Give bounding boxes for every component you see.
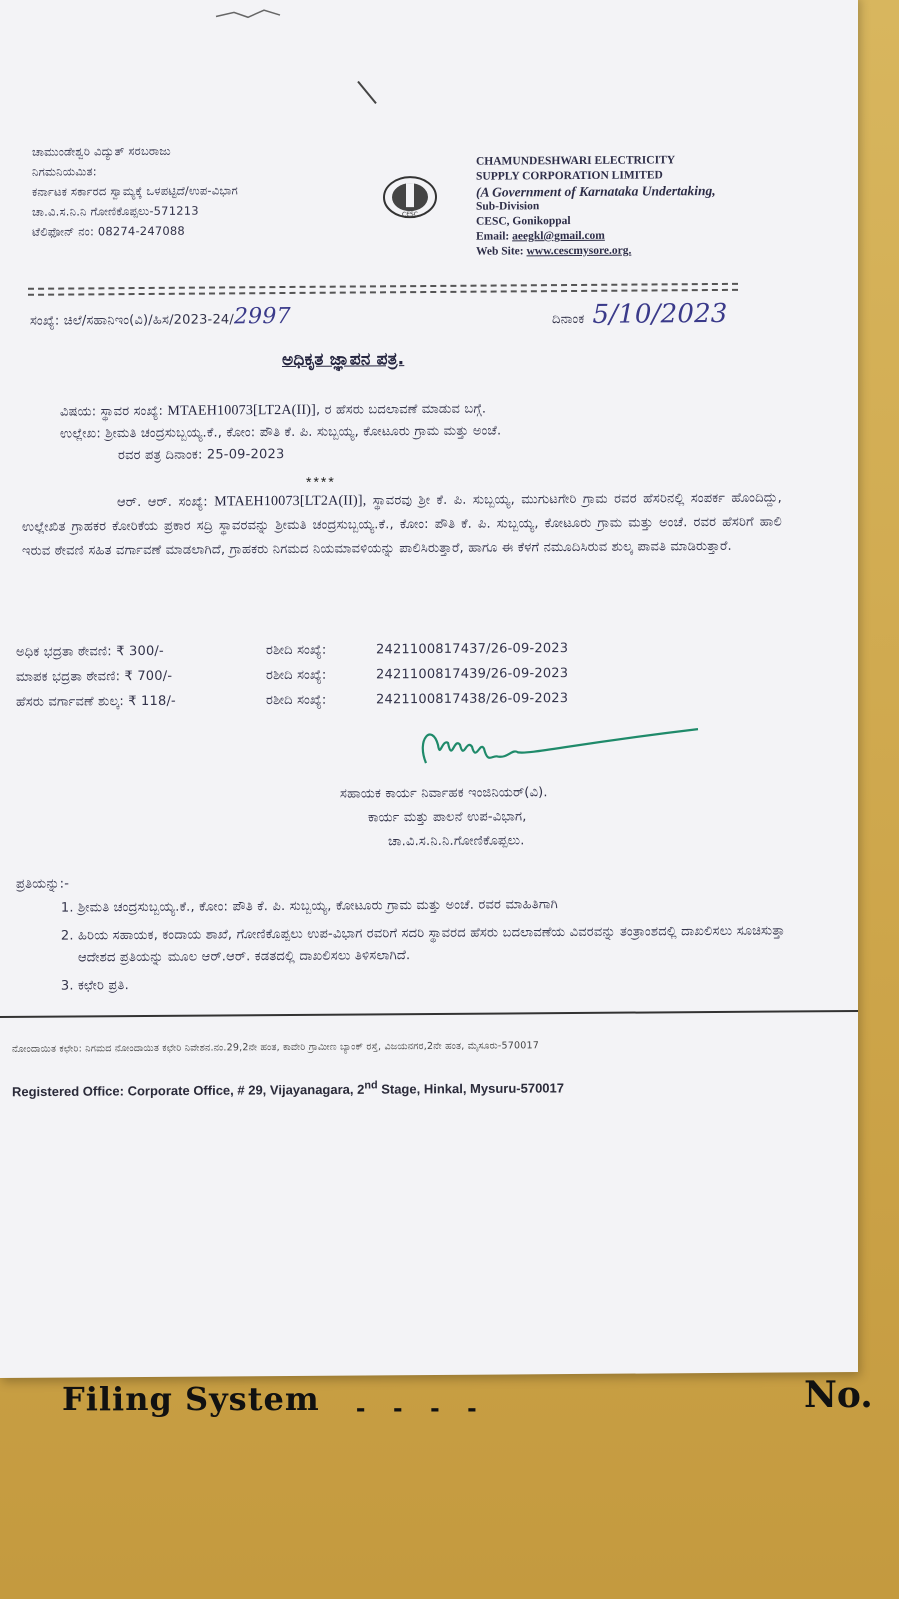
- reference-line-text: ಶ್ರೀಮತಿ ಚಂದ್ರಸುಬ್ಬಯ್ಯ.ಕೆ., ಕೋಂ: ಪೌತಿ ಕೆ. ಪಿ. ಸುಬ್ಬಯ್ಯ, ಕೋಟೂರು ಗ್ರಾಮ ಮತ್ತು ಅಂಚೆ.: [105, 423, 502, 442]
- reference-number: [30, 304, 291, 331]
- header-kannada-line: ನಿಗಮನಿಯಮಿತ:: [32, 164, 97, 179]
- installation-code: MTAEH10073[LT2A(II)]: [167, 402, 316, 419]
- fees-list: [16, 636, 568, 715]
- signer-office: ಚಾ.ವಿ.ಸ.ನಿ.ನಿ.ಗೋಣಿಕೊಪ್ಪಲು.: [388, 833, 525, 850]
- body-installation-code: MTAEH10073[LT2A(II)],: [214, 493, 367, 510]
- subject-label: ವಿಷಯ:: [60, 404, 97, 420]
- folder-dashes: - - - -: [356, 1392, 487, 1423]
- website-line: [476, 243, 716, 260]
- copy-item: 2. ಹಿರಿಯ ಸಹಾಯಕ, ಕಂದಾಯ ಶಾಖೆ, ಗೋಣಿಕೊಪ್ಪಲು ಉಪ-ವಿಭಾಗ ರವರಿಗೆ ಸದರಿ ಸ್ಥಾವರದ ಹೆಸರು ಬದಲಾವಣೆಯ ವಿವರವನ್ನು ತಂತ್ರಾಂಶದಲ್ಲಿ ದಾಖಲಿಸಲು ಸೂಚಿಸುತ್ತಾ ಆದೇಶದ ಪ್ರತಿಯನ್ನು ಮೂಲ ಆರ್.ಆರ್. ಕಡತದಲ್ಲಿ ದಾಖಲಿಸಲು ತಿಳಿಸಲಾಗಿದೆ.: [78, 920, 796, 969]
- email-label: Email:: [476, 230, 510, 243]
- header-kannada-line: ಕರ್ನಾಟಕ ಸರ್ಕಾರದ ಸ್ವಾಮ್ಯಕ್ಕೆ ಒಳಪಟ್ಟಿದೆ/ಉಪ-ವಿಭಾಗ: [32, 183, 238, 199]
- reference-line: [60, 420, 501, 445]
- fee-row: [16, 636, 568, 665]
- footer-kannada-address: ನೋಂದಾಯಿತ ಕಛೇರಿ: ನಿಗಮದ ನೋಂದಾಯಿತ ಕಛೇರಿ ನಿವೇಶನ.ನಂ.29,2ನೇ ಹಂತ, ಕಾವೇರಿ ಗ್ರಾಮೀಣ ಬ್ಯಾಂಕ್ ರಸ್ತೆ, ವಿಜಯನಗರ,2ನೇ ಹಂತ, ಮೈಸೂರು-570017: [12, 1040, 539, 1055]
- date-block: [552, 299, 728, 330]
- header-kannada-line: ಚಾಮುಂಡೇಶ್ವರಿ ವಿದ್ಯುತ್ ಸರಬರಾಜು: [32, 143, 171, 159]
- fee-label: ಮಾಪಕ ಭದ್ರತಾ ಠೇವಣಿ: ₹ 700/-: [16, 668, 173, 685]
- receipt-label: ರಶೀದಿ ಸಂಖ್ಯೆ:: [266, 692, 327, 709]
- government-undertaking: (A Government of Karnataka Undertaking,: [476, 183, 716, 200]
- page-title: ಅಧಿಕೃತ ಜ್ಞಾಪನ ಪತ್ರ.: [282, 349, 405, 371]
- body-pre: ಆರ್. ಆರ್. ಸಂಖ್ಯೆ:: [117, 494, 208, 511]
- folder-no-label: No.: [804, 1374, 873, 1416]
- body-text: ಸ್ಥಾವರವು ಶ್ರೀ ಕೆ. ಪಿ. ಸುಬ್ಬಯ್ಯ, ಮುಗುಟಗೇರಿ ಗ್ರಾಮ ರವರ ಹೆಸರಿನಲ್ಲಿ ಸಂಪರ್ಕ ಹೊಂದಿದ್ದು, ಉಲ್ಲೇಖಿತ ಗ್ರಾಹಕರ ಕೋರಿಕೆಯ ಪ್ರಕಾರ ಸದ್ರಿ ಸ್ಥಾವರವನ್ನು ಶ್ರೀಮತಿ ಚಂದ್ರಸುಬ್ಬಯ್ಯ.ಕೆ., ಕೋಂ: ಪೌತಿ ಕೆ. ಪಿ. ಸುಬ್ಬಯ್ಯ, ಕೋಟೂರು ಗ್ರಾಮ ಮತ್ತು ಅಂಚೆ. ರವರ ಹೆಸರಿಗೆ ಹಾಲಿ ಇರುವ ಠೇವಣಿ ಸಹಿತ ವರ್ಗಾವಣೆ ಮಾಡಲಾಗಿದೆ, ಗ್ರಾಹಕರು ನಿಗಮದ ನಿಯಮಾವಳಿಯನ್ನು ಪಾಲಿಸಿರುತ್ತಾರೆ, ಹಾಗೂ ಈ ಕೆಳಗೆ ನಮೂದಿಸಿರುವ ಶುಲ್ಕ ಪಾವತಿ ಮಾಡಿರುತ್ತಾರೆ.: [22, 490, 782, 559]
- copies-heading: ಪ್ರತಿಯನ್ನು:-: [16, 876, 70, 892]
- company-name-line1: CHAMUNDESHWARI ELECTRICITY: [476, 154, 676, 168]
- subdivision-place: CESC, Gonikoppal: [476, 215, 571, 228]
- copies-block: [16, 868, 796, 1003]
- receipt-label: ರಶೀದಿ ಸಂಖ್ಯೆ:: [266, 667, 327, 684]
- cesc-logo: [382, 175, 438, 219]
- subdivision-label: Sub-Division: [476, 200, 540, 213]
- footer-rule: [0, 1010, 858, 1018]
- divider-dashed: [28, 289, 738, 296]
- reference-line-label: ಉಲ್ಲೇಖ:: [60, 426, 101, 442]
- ink-mark-top: [214, 6, 284, 20]
- date-handwritten: 5/10/2023: [592, 298, 728, 330]
- signer-designation: ಸಹಾಯಕ ಕಾರ್ಯ ನಿರ್ವಾಹಕ ಇಂಜಿನಿಯರ್(ವಿ).: [340, 785, 548, 802]
- receipt-number: 2421100817437/26-09-2023: [376, 641, 569, 658]
- copy-item: 3. ಕಛೇರಿ ಪ್ರತಿ.: [78, 970, 796, 997]
- header-english: [476, 153, 716, 260]
- signer-block: [340, 781, 548, 854]
- subject-block: [60, 398, 501, 467]
- header-kannada-line: ಟೆಲಿಫೋನ್ ನಂ: 08274-247088: [32, 223, 185, 239]
- receipt-label: ರಶೀದಿ ಸಂಖ್ಯೆ:: [266, 642, 327, 659]
- company-name-line2: SUPPLY CORPORATION LIMITED: [476, 169, 663, 183]
- header-kannada: [32, 140, 238, 241]
- fee-row: [16, 686, 568, 715]
- footer-english-post: Stage, Hinkal, Mysuru-570017: [377, 1080, 564, 1097]
- subject-text-post: , ರ ಹೆಸರು ಬದಲಾವಣೆ ಮಾಡುವ ಬಗ್ಗೆ.: [315, 401, 487, 418]
- website-link[interactable]: www.cescmysore.org.: [526, 244, 632, 258]
- footer-english-address: [12, 1078, 564, 1099]
- receipt-number: 2421100817438/26-09-2023: [376, 691, 569, 708]
- receipt-number: 2421100817439/26-09-2023: [376, 666, 569, 683]
- signature: [412, 717, 702, 785]
- reference-line-date: ರವರ ಪತ್ರ ದಿನಾಂಕ: 25-09-2023: [118, 447, 285, 464]
- fee-label: ಹೆಸರು ವರ್ಗಾವಣೆ ಶುಲ್ಕ: ₹ 118/-: [16, 693, 176, 710]
- folder-filing-label: Filing System: [62, 1380, 320, 1418]
- body-paragraph: [22, 487, 782, 564]
- pen-scribble: [356, 79, 378, 105]
- copies-list: [16, 892, 796, 997]
- subject-line: [60, 398, 501, 423]
- footer-english-pre: Registered Office: Corporate Office, # 29, Vijayanagara, 2: [12, 1081, 365, 1100]
- fee-row: [16, 661, 568, 690]
- fee-label: ಅಧಿಕ ಭದ್ರತಾ ಠೇವಣಿ: ₹ 300/-: [16, 643, 164, 660]
- reference-handwritten-number: 2997: [233, 303, 291, 330]
- logo-label: CESC: [402, 211, 418, 219]
- email-line: [476, 228, 716, 245]
- date-label: ದಿನಾಂಕ: [552, 311, 585, 328]
- website-label: Web Site:: [476, 245, 524, 258]
- reference-label: ಸಂಖ್ಯೆ: ಚಿಲೆ/ಸಹಾನಿಇಂ(ವಿ)/ಹಿಸ/2023-24/: [30, 312, 234, 329]
- footer-english-sup: nd: [364, 1079, 378, 1092]
- header-kannada-line: ಚಾ.ವಿ.ಸ.ನಿ.ನಿ ಗೋಣಿಕೊಪ್ಪಲು-571213: [32, 203, 199, 219]
- separator-stars: ****: [306, 473, 336, 490]
- email-link[interactable]: aeegkl@gmail.com: [512, 229, 605, 243]
- signer-division: ಕಾರ್ಯ ಮತ್ತು ಪಾಲನೆ ಉಪ-ವಿಭಾಗ,: [368, 809, 527, 826]
- copy-item: 1. ಶ್ರೀಮತಿ ಚಂದ್ರಸುಬ್ಬಯ್ಯ.ಕೆ., ಕೋಂ: ಪೌತಿ ಕೆ. ಪಿ. ಸುಬ್ಬಯ್ಯ, ಕೋಟೂರು ಗ್ರಾಮ ಮತ್ತು ಅಂಚೆ. ರವರ ಮಾಹಿತಿಗಾಗಿ: [78, 892, 796, 919]
- subject-text-pre: ಸ್ಥಾವರ ಸಂಖ್ಯೆ:: [100, 403, 164, 420]
